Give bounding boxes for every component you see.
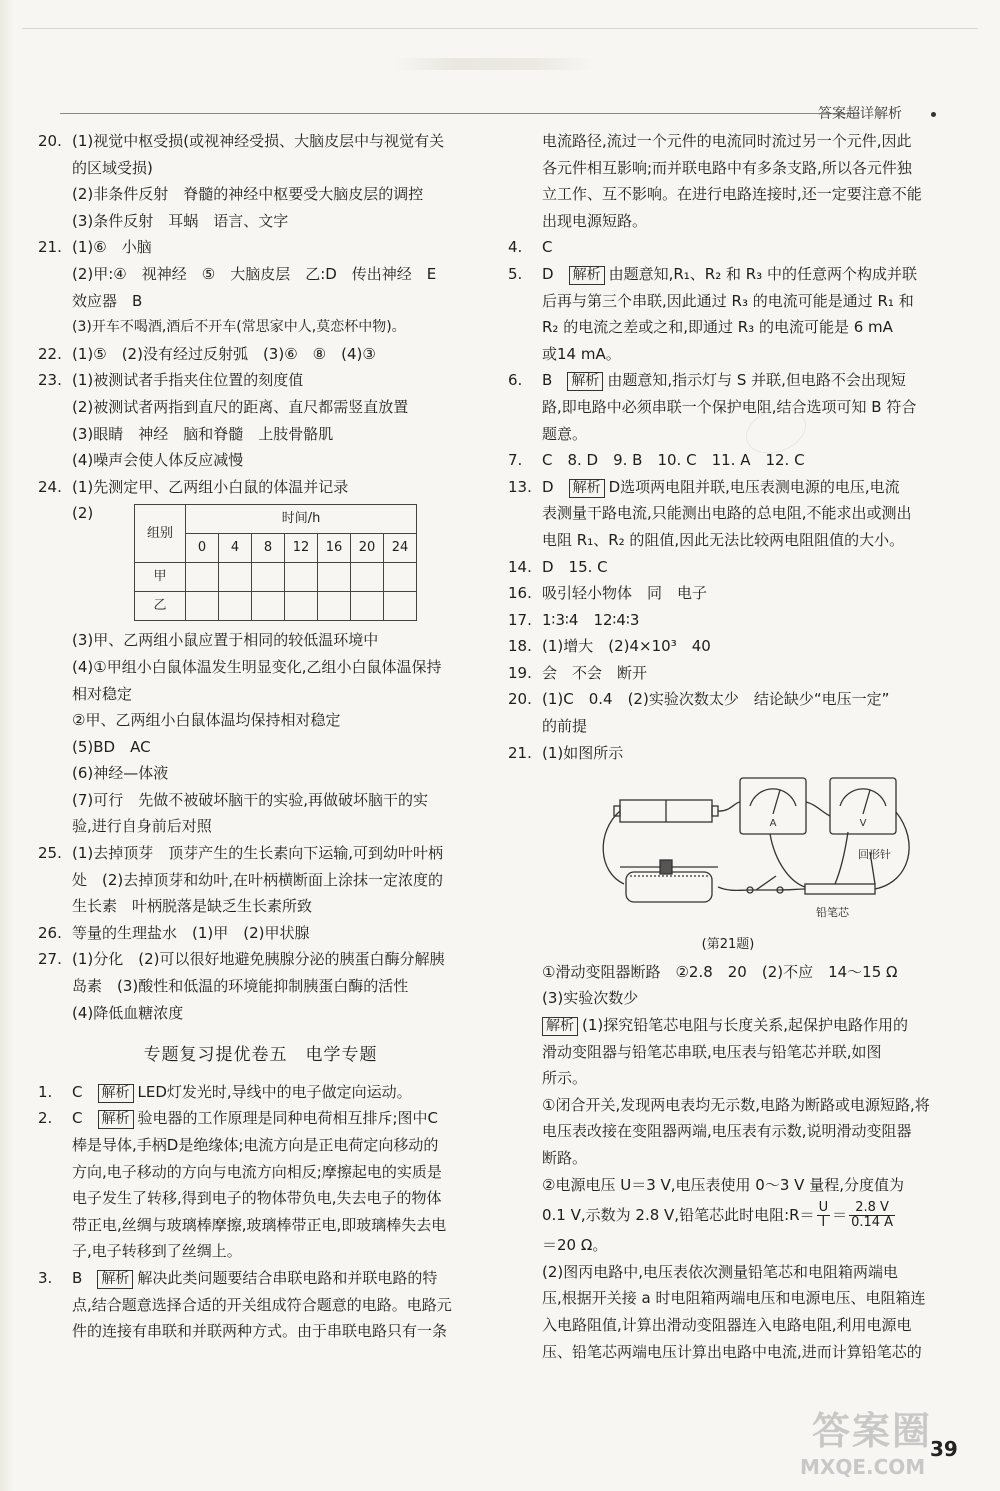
answer-21 [38, 234, 483, 261]
answer-line: (3)实验次数少 [542, 989, 639, 1008]
header-dot [931, 112, 936, 117]
q-number: 14. [508, 557, 532, 576]
q-number: 21. [508, 743, 532, 762]
answer-line: (1)探究铅笔芯电阻与长度关系,起保护电路作用的 [582, 1016, 909, 1035]
q-number: 26. [38, 923, 62, 942]
answer-choice: C [72, 1082, 83, 1101]
answer-line: (1)如图所示 [542, 743, 624, 762]
answer-line: 或14 mA。 [542, 344, 621, 363]
answer-choice: B [542, 371, 553, 390]
answer-s16 [508, 580, 948, 607]
top-rule [22, 28, 978, 29]
answer-line: 效应器 B [72, 291, 143, 310]
analysis-tag: 解析 [98, 1110, 134, 1129]
answer-choice: B [72, 1268, 83, 1287]
answer-line: 的区域受损) [72, 158, 153, 177]
answer-22 [38, 341, 483, 368]
right-column [508, 128, 948, 1365]
answer-line: 0.1 V,示数为 2.8 V,铅笔芯此时电阻:R＝ [542, 1206, 815, 1225]
answer-s4 [508, 234, 948, 261]
answer-line: (1)视觉中枢受损(或视神经受损、大脑皮层中与视觉有关 [72, 132, 445, 150]
denominator: I [821, 1215, 826, 1231]
answer-line: (3)眼睛 神经 脑和脊髓 上肢骨骼肌 [72, 424, 334, 443]
answer-line: LED灯发光时,导线中的电子做定向运动。 [137, 1082, 412, 1101]
answer-line: 1∶3∶4 12∶4∶3 [542, 610, 640, 629]
answer-s6 [508, 367, 948, 394]
analysis-tag: 解析 [569, 266, 605, 285]
answer-line: D选项两电阻并联,电压表测电源的电压,电流 [608, 477, 900, 496]
answer-line: (6)神经—体液 [72, 764, 169, 783]
figure-caption: (第21题) [701, 937, 755, 953]
table-time-cell: 16 [318, 534, 351, 563]
answer-line: (1)分化 (2)可以很好地避免胰腺分泌的胰蛋白酶分解胰 [72, 950, 445, 969]
table-time-cell: 8 [252, 534, 285, 563]
answer-23 [38, 367, 483, 394]
answer-s1 [38, 1079, 483, 1106]
circuit-diagram [600, 772, 940, 932]
answer-line: (3)甲、乙两组小鼠应置于相同的较低温环境中 [72, 631, 379, 650]
answer-choice: D [542, 264, 554, 283]
answer-line: (2)被测试者两指到直尺的距离、直尺都需竖直放置 [72, 397, 409, 416]
answer-line: 吸引轻小物体 同 电子 [542, 584, 708, 603]
answer-line: 断路。 [542, 1149, 588, 1167]
answer-line: 压,根据开关接 a 时电阻箱两端电压和电源电压、电阻箱连 [542, 1289, 926, 1308]
answer-s19 [508, 660, 948, 687]
answer-s21 [508, 740, 948, 767]
watermark-site: MXQE.COM [800, 1455, 926, 1479]
answer-line: 压、铅笔芯两端电压计算出电路中电流,进而计算铅笔芯的 [542, 1342, 922, 1361]
answer-s18 [508, 633, 948, 660]
q-number: 4. [508, 238, 523, 257]
answer-line: 棒是导体,手柄D是绝缘体;电流方向是正电荷定向移动的 [72, 1136, 439, 1154]
answer-line: 方向,电子移动的方向与电流方向相反;摩擦起电的实质是 [72, 1162, 442, 1181]
q-number: 23. [38, 371, 62, 390]
numerator: 2.8 V [849, 1201, 895, 1216]
answer-line: 后再与第三个串联,因此通过 R₃ 的电流可能是通过 R₁ 和 [542, 291, 914, 310]
table-row [135, 592, 417, 621]
analysis-tag: 解析 [97, 1270, 133, 1289]
table-time-cell: 4 [219, 534, 252, 563]
answer-line: 生长素 叶柄脱落是缺乏生长素所致 [72, 897, 313, 916]
answer-line: (1)增大 (2)4×10³ 40 [542, 637, 711, 656]
answer-line: 点,结合题意选择合适的开关组成符合题意的电路。电路元 [72, 1295, 452, 1314]
q-number: 1. [38, 1082, 53, 1101]
analysis-tag: 解析 [98, 1084, 134, 1103]
table-row [135, 563, 417, 592]
answer-line: D 15. C [542, 557, 608, 576]
answer-line: 子,电子转移到了丝绸上。 [72, 1242, 242, 1261]
q-number: 21. [38, 238, 62, 257]
answer-line: (1)去掉顶芽 顶芽产生的生长素向下运输,可到幼叶叶柄 [72, 844, 444, 863]
q-number: 25. [38, 844, 62, 863]
q-number: 17. [508, 610, 532, 629]
answer-line: R₂ 的电流之差或之和,即通过 R₃ 的电流可能是 6 mA [542, 318, 893, 337]
q-number: 2. [38, 1109, 53, 1128]
voltmeter-label: V [859, 818, 867, 830]
answer-s20 [508, 686, 948, 713]
table-time-cell: 24 [384, 534, 417, 563]
analysis-tag: 解析 [569, 479, 605, 498]
fraction [817, 1201, 831, 1230]
bleed-through-mark [395, 58, 595, 70]
answer-line: (3)开车不喝酒,酒后不开车(常思家中人,莫恋杯中物)。 [72, 319, 406, 336]
pencil-lead [805, 884, 875, 894]
table-row-label: 乙 [135, 592, 186, 621]
answer-line: 所示。 [542, 1069, 588, 1088]
answer-line: 解决此类问题要结合串联电路和并联电路的特 [137, 1268, 438, 1287]
answer-line: 相对稳定 [72, 684, 133, 703]
q-number: 3. [38, 1268, 53, 1287]
q-number: 20. [508, 690, 532, 709]
section-title: 专题复习提优卷五 电学专题 [143, 1045, 378, 1066]
q-number: 13. [508, 477, 532, 496]
answer-line: 会 不会 断开 [542, 663, 648, 682]
table-time-cell: 0 [186, 534, 219, 563]
answer-line: 出现电源短路。 [542, 211, 648, 230]
analysis-tag: 解析 [542, 1017, 578, 1036]
answer-line: ①闭合开关,发现两电表均无示数,电路为断路或电源短路,将 [542, 1095, 930, 1114]
answer-line: (1)被测试者手指夹住位置的刻度值 [72, 371, 304, 390]
q-number: 16. [508, 584, 532, 603]
table-row-label: 甲 [135, 563, 186, 592]
answer-line: (1)先测定甲、乙两组小白鼠的体温并记录 [72, 477, 349, 496]
answer-line: 带正电,丝绸与玻璃棒摩擦,玻璃棒带正电,即玻璃棒失去电 [72, 1215, 447, 1234]
answer-line: (1)⑥ 小脑 [72, 238, 152, 257]
answer-line: ①滑动变阻器断路 ②2.8 20 (2)不应 14～15 Ω [542, 962, 898, 981]
answer-choice: D [542, 477, 554, 496]
answer-line: 的前提 [542, 717, 588, 736]
answer-line: 电压表改接在变阻器两端,电压表有示数,说明滑动变阻器 [542, 1122, 912, 1141]
answer-line: (1)C 0.4 (2)实验次数太少 结论缺少“电压一定” [542, 690, 890, 709]
table-header-group: 组别 [135, 505, 186, 563]
page-edge-shadow [0, 0, 14, 1491]
answer-line: 件的连接有串联和并联两种方式。由于串联电路只有一条 [72, 1322, 448, 1341]
answer-line: 验,进行自身前后对照 [72, 817, 212, 836]
answer-line: C 8. D 9. B 10. C 11. A 12. C [542, 451, 805, 470]
answer-line: 岛素 (3)酸性和低温的环境能抑制胰蛋白酶的活性 [72, 977, 409, 996]
answer-line: 表测量干路电流,只能测出电路的总电阻,不能求出或测出 [542, 504, 912, 523]
q-number: 24. [38, 477, 62, 496]
q-number: 20. [38, 132, 62, 150]
answer-line: ②甲、乙两组小白鼠体温均保持相对稳定 [72, 711, 341, 730]
answer-25 [38, 840, 483, 867]
answer-line: 电流路径,流过一个元件的电流同时流过另一个元件,因此 [542, 132, 912, 150]
paperclip-label: 回形针 [858, 848, 891, 862]
pencil-label: 铅笔芯 [816, 906, 849, 920]
answer-line: (2)非条件反射 脊髓的神经中枢要受大脑皮层的调控 [72, 185, 424, 204]
answer-26 [38, 920, 483, 947]
header-rule [60, 113, 860, 114]
page-number: 39 [930, 1437, 958, 1461]
answer-line: 等量的生理盐水 (1)甲 (2)甲状腺 [72, 923, 310, 942]
answer-line: (4)降低血糖浓度 [72, 1003, 184, 1022]
answer-line: (2) [72, 504, 94, 523]
answer-line: 入电路阻值,计算出滑动变阻器连入电路电阻,利用电源电 [542, 1315, 912, 1334]
answer-line: (7)可行 先做不被破坏脑干的实验,再做破坏脑干的实 [72, 790, 429, 809]
header-label: 答案超详解析 [818, 106, 902, 122]
numerator: U [818, 1200, 829, 1216]
q-number: 19. [508, 663, 532, 682]
answer-choice: C [72, 1109, 83, 1128]
table-time-cell: 12 [285, 534, 318, 563]
equals-sign: ＝ [832, 1206, 848, 1225]
answer-line: 处 (2)去掉顶芽和幼叶,在叶柄横断面上涂抹一定浓度的 [72, 870, 444, 889]
answer-line: 路,即电路中必须串联一个保护电阻,结合选项可知 B 符合 [542, 397, 917, 416]
answer-line: 电子发生了转移,得到电子的物体带负电,失去电子的物体 [72, 1189, 442, 1208]
answer-line: (4)①甲组小白鼠体温发生明显变化,乙组小白鼠体温保持 [72, 657, 442, 676]
q-number: 18. [508, 637, 532, 656]
answer-line: 题意。 [542, 424, 588, 443]
answer-line: 立工作、互不影响。在进行电路连接时,还一定要注意不能 [542, 185, 922, 204]
answer-line: (1)⑤ (2)没有经过反射弧 (3)⑥ ⑧ (4)③ [72, 344, 376, 363]
answer-line: ②电源电压 U＝3 V,电压表使用 0～3 V 量程,分度值为 [542, 1175, 904, 1194]
ammeter-label: A [769, 818, 777, 830]
answer-line: (5)BD AC [72, 737, 151, 756]
table-time-cell: 20 [351, 534, 384, 563]
answer-20 [38, 128, 483, 155]
answer-line: 由题意知,R₁、R₂ 和 R₃ 中的任意两个构成并联 [608, 264, 917, 283]
answer-s13 [508, 474, 948, 501]
answer-line: ＝20 Ω。 [542, 1236, 608, 1255]
answer-s14 [508, 554, 948, 581]
q-number: 6. [508, 371, 523, 390]
answer-line: (3)条件反射 耳蜗 语言、文字 [72, 211, 289, 230]
answer-s7 [508, 447, 948, 474]
q-number: 27. [38, 950, 62, 969]
answer-line: 滑动变阻器与铅笔芯串联,电压表与铅笔芯并联,如图 [542, 1042, 882, 1061]
watermark-logo: 答案圈 [812, 1409, 933, 1453]
answer-line: (4)噪声会使人体反应减慢 [72, 451, 244, 470]
formula-line [508, 1198, 948, 1232]
answer-line: 由题意知,指示灯与 S 并联,但电路不会出现短 [607, 371, 906, 390]
answer-s17 [508, 607, 948, 634]
answer-line: (2)图丙电路中,电压表依次测量铅笔芯和电阻箱两端电 [542, 1262, 899, 1281]
circuit-figure [600, 772, 940, 932]
answer-24-table-row [38, 500, 483, 627]
answer-line: (2)甲:④ 视神经 ⑤ 大脑皮层 乙:D 传出神经 E [72, 264, 437, 283]
answer-s3 [38, 1265, 483, 1292]
answer-line: 电阻 R₁、R₂ 的阻值,因此无法比较两电阻阻值的大小。 [542, 530, 905, 549]
answer-line: 验电器的工作原理是同种电荷相互排斥;图中C [137, 1109, 439, 1128]
fraction [849, 1201, 895, 1230]
analysis-tag: 解析 [567, 372, 603, 391]
answer-choice: C [542, 238, 553, 257]
answer-s5 [508, 261, 948, 288]
answer-24 [38, 474, 483, 501]
answer-27 [38, 946, 483, 973]
table-header-time: 时间/h [186, 505, 417, 534]
answer-s2 [38, 1105, 483, 1132]
record-table [134, 504, 417, 621]
denominator: 0.14 A [851, 1215, 894, 1231]
left-column [38, 128, 483, 1345]
answer-line: 各元件相互影响;而并联电路中有多条支路,所以各元件独 [542, 158, 912, 177]
q-number: 22. [38, 344, 62, 363]
q-number: 5. [508, 264, 523, 283]
q-number: 7. [508, 451, 523, 470]
